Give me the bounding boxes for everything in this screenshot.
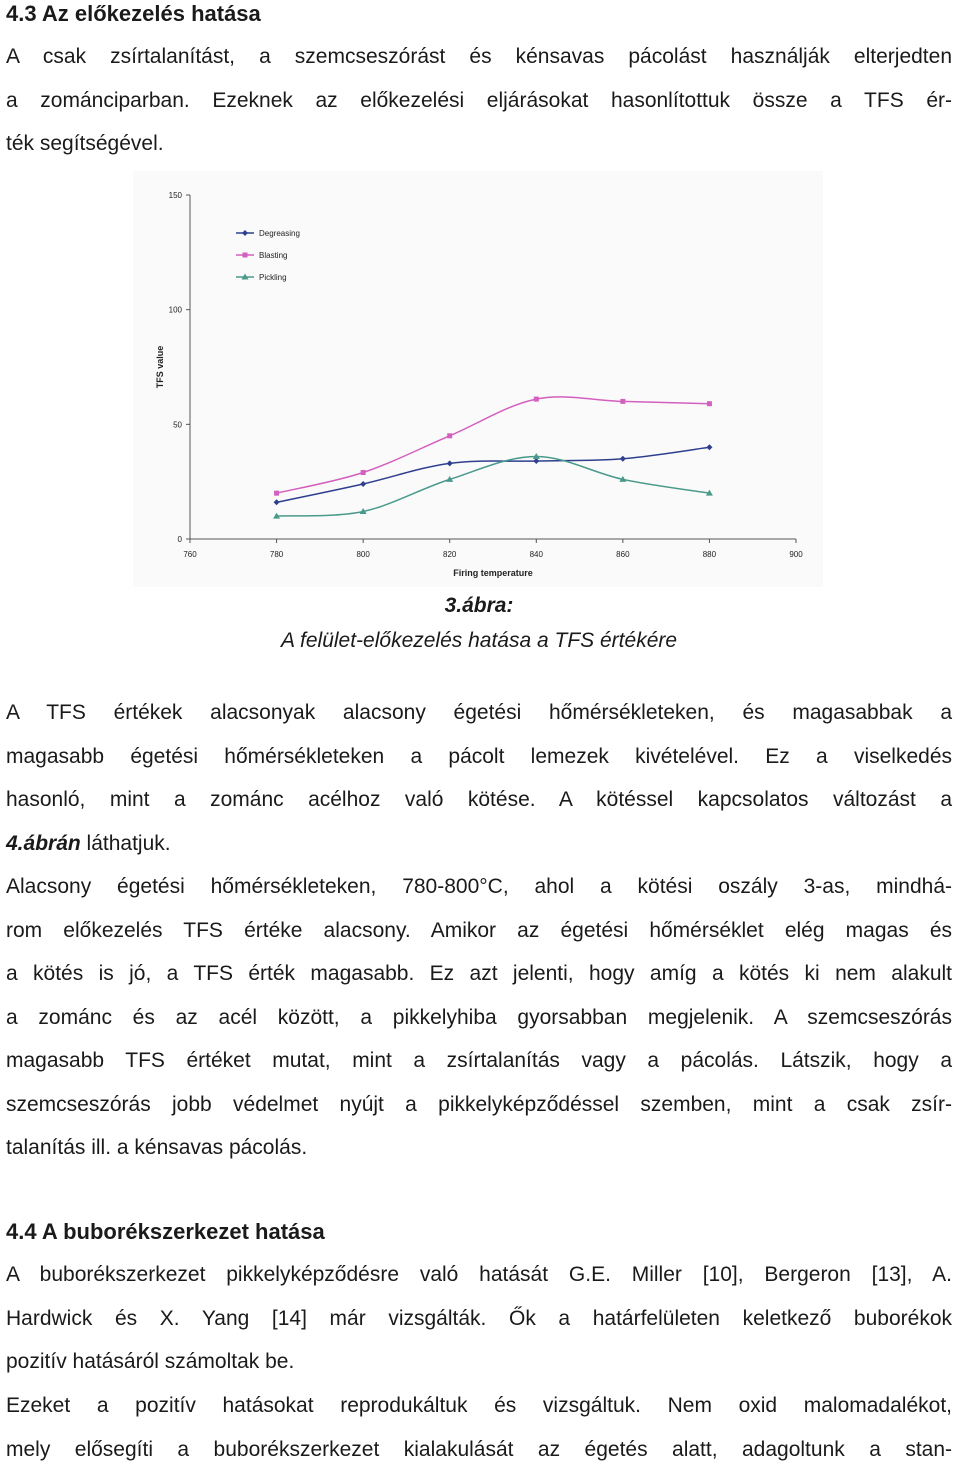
text-line: Hardwick és X. Yang [14] már vizsgálták. Ők a határfelületen keletkező buborékok (6, 1297, 952, 1341)
text-line: rom előkezelés TFS értéke alacsony. Amikor az égetési hőmérséklet elég magas és (6, 909, 952, 953)
x-tick-label: 880 (703, 550, 717, 559)
discussion-paragraph (6, 865, 952, 1170)
text-line: magasabb TFS értéket mutat, mint a zsírtalanítás vagy a pácolás. Látszik, hogy a (6, 1039, 952, 1083)
data-point-blasting (361, 470, 366, 475)
text-line: Ezeket a pozitív hatásokat reprodukáltuk és vizsgáltuk. Nem oxid malomadalékot, (6, 1384, 952, 1428)
text-line: a zománc és az acél között, a pikkelyhiba gyorsabban megjelenik. A szemcseszórás (6, 996, 952, 1040)
x-tick-label: 780 (270, 550, 284, 559)
text-line (6, 822, 952, 866)
figure-caption-number: 3.ábra: (6, 594, 952, 618)
text-line: A buborékszerkezet pikkelyképződésre való hatását G.E. Miller [10], Bergeron [13], A. (6, 1253, 952, 1297)
text-line: A csak zsírtalanítást, a szemcseszórást és kénsavas pácolást használják elterjedten (6, 35, 952, 79)
text-line: a kötés is jó, a TFS érték magasabb. Ez azt jelenti, hogy amíg a kötés ki nem alakult (6, 952, 952, 996)
text-line: pozitív hatásáról számoltak be. (6, 1340, 952, 1384)
intro-paragraph (6, 35, 952, 166)
data-point-blasting (707, 401, 712, 406)
x-axis-label: Firing temperature (453, 568, 533, 578)
figure-reference: 4.ábrán (6, 832, 81, 855)
x-tick-label: 760 (183, 550, 197, 559)
bubble-structure-paragraph (6, 1253, 952, 1384)
reproduction-paragraph (6, 1384, 952, 1471)
x-tick-label: 820 (443, 550, 457, 559)
text-line: ték segítségével. (6, 122, 952, 166)
results-paragraph (6, 691, 952, 865)
text-fragment: láthatjuk. (81, 832, 171, 855)
text-line: A TFS értékek alacsonyak alacsony égetési hőmérsékleteken, és magasabbak a (6, 691, 952, 735)
text-line: mely elősegíti a buborékszerkezet kialakulását az égetés alatt, adagoltunk a stan- (6, 1428, 952, 1471)
legend-label-blasting: Blasting (259, 251, 287, 260)
y-tick-label: 150 (169, 191, 183, 200)
x-tick-label: 860 (616, 550, 630, 559)
text-line: magasabb égetési hőmérsékleteken a pácolt lemezek kivételével. Ez a viselkedés (6, 735, 952, 779)
x-tick-label: 840 (530, 550, 544, 559)
y-tick-label: 50 (173, 420, 182, 429)
tfs-line-chart (133, 171, 823, 587)
data-point-blasting (274, 491, 279, 496)
tfs-chart-figure (133, 171, 823, 587)
text-line: szemcseszórás jobb védelmet nyújt a pikkelyképződéssel szemben, mint a csak zsír- (6, 1083, 952, 1127)
figure-caption-text: A felület-előkezelés hatása a TFS értékére (6, 629, 952, 653)
section-heading-4-3: 4.3 Az előkezelés hatása (6, 0, 261, 28)
y-tick-label: 100 (169, 306, 183, 315)
data-point-blasting (620, 399, 625, 404)
data-point-blasting (447, 433, 452, 438)
text-line: hasonló, mint a zománc acélhoz való kötése. A kötéssel kapcsolatos változást a (6, 778, 952, 822)
legend-label-pickling: Pickling (259, 273, 287, 282)
legend-marker-blasting (243, 253, 248, 258)
data-point-blasting (534, 397, 539, 402)
legend-label-degreasing: Degreasing (259, 229, 300, 238)
text-line: Alacsony égetési hőmérsékleteken, 780-800°C, ahol a kötési oszály 3-as, mindhá- (6, 865, 952, 909)
y-tick-label: 0 (178, 535, 183, 544)
text-line: talanítás ill. a kénsavas pácolás. (6, 1126, 952, 1170)
y-axis-label: TFS value (155, 346, 165, 389)
section-heading-4-4: 4.4 A buborékszerkezet hatása (6, 1218, 325, 1246)
x-tick-label: 800 (356, 550, 370, 559)
x-tick-label: 900 (789, 550, 803, 559)
text-line: a zománciparban. Ezeknek az előkezelési eljárásokat hasonlítottuk össze a TFS ér- (6, 79, 952, 123)
